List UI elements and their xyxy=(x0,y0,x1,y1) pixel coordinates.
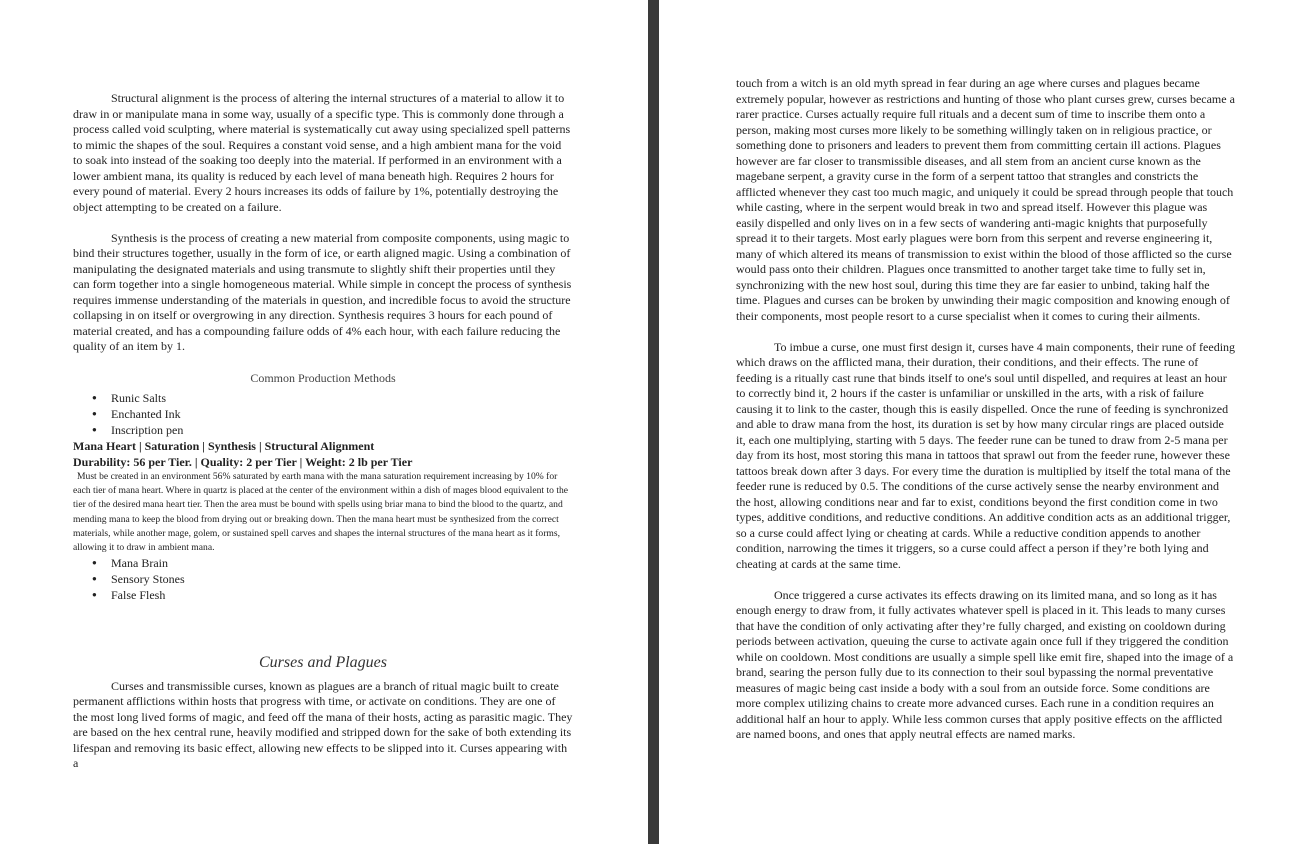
paragraph-curse-triggered: Once triggered a curse activates its effects drawing on its limited mana, and so long as it has enough energy to draw from, it fully activates whatever spell is placed in it. This leads to many curses that have the condition of only activating after they’re fully charged, and existing on cooldown during periods between activation, queuing the curse to activate again once full if they triggered the condition while on cooldown. Most conditions are usually a simple spell like emit fire, shaped into the image of a brand, searing the person fully due to its connection to their soul bypassing the normal preventative measures of magic being cast inside a body with a soul from an outside force. Some conditions are more complex utilizing chains to create more advanced curses. Each rune in a condition requires an additional half an hour to apply. While less common curses that apply positive effects on the afflicted are named boons, and ones that apply neutral effects are named marks. xyxy=(736,587,1234,741)
paragraph-structural-alignment: Structural alignment is the process of altering the internal structures of a material to allow it to draw in or manipulate mana in some way, usually of a specific type. This is commonly done through a process called void sculpting, where material is systematically cut away using specialized spell patterns to mimic the shapes of the soul. Requires a constant void sense, and a high ambient mana for the void to soak into instead of the soaking too deeply into the material. If performed in an environment with a lower ambient mana, its quality is reduced by each level of mana beneath high. Requires 2 hours for every pound of material. Every 2 hours increases its odds of failure by 1%, potentially destroying the object attempting to be created on a failure. xyxy=(73,91,571,214)
mana-heart-components-list xyxy=(73,555,573,603)
section-title-curses-and-plagues: Curses and Plagues xyxy=(259,654,387,672)
paragraph-curses-intro: Curses and transmissible curses, known as plagues are a branch of ritual magic built to create permanent afflictions within hosts that progress with time, or activate on conditions. They are one of the most long lived forms of magic, and feed off the mana of their hosts, acting as parasitic magic. They are based on the hex central rune, heavily modified and stripped down for the sake of both extending its lifespan and removing its basic effect, allowing new effects to be slipped into it. Curses appearing with a xyxy=(73,678,573,771)
right-page xyxy=(659,0,1311,844)
mana-heart-title: Mana Heart | Saturation | Synthesis | Structural Alignment xyxy=(73,439,375,453)
left-page xyxy=(0,0,648,844)
left-page-content xyxy=(73,91,573,772)
paragraph-imbue-curse: To imbue a curse, one must first design it, curses have 4 main components, their rune of feeding which draws on the afflicted mana, their duration, their conditions, and their effects. The rune of feeding is a ritually cast rune that binds itself to one's soul until dispelled, and requires at least an hour to correctly bind it, 2 hours if the caster is unfamiliar or unskilled in the arts, with a risk of failure causing it to link to the caster, though this is easily dispelled. Once the rune of feeding is synchronized and able to draw mana from the host, its duration is set by how many circular rings are placed outside it, each one multiplying, starting with 5 days. The feeder rune can be tuned to draw from 2-5 mana per day from its host, most storing this mana in tattoos that sprawl out from the feeder rune, however these tattoos break down after 3 days. For every time the duration is multiplied by itself the total mana of the feeder rune is reduced by 0.5. The conditions of the curse actively sense the nearby environment and the host, allowing conditions near and far to exist, conditions beyond the first condition come in two types, additive conditions, and reductive conditions. An additive condition acts as an additional trigger, so a curse could affect lying or cheating at cards. While a reductive condition appends to another condition, narrowing the times it triggers, so a curse could affect a person if they’re both lying and cheating at cards at the same time. xyxy=(736,339,1236,571)
page-gutter xyxy=(648,0,659,844)
right-page-content xyxy=(736,76,1236,743)
list-item: ● Inscription pen xyxy=(111,422,573,438)
paragraph-curses-continued: touch from a witch is an old myth spread in fear during an age where curses and plagues became extremely popular, however as restrictions and hunting of those who plant curses grew, curses became a rarer practice. Curses actually require full rituals and a decent sum of time to inscribe them onto a person, making most curses more likely to be something willingly taken on in religious practice, or something done to prisoners and leaders to prevent them from committing certain ill actions. Plagues however are far closer to transmissible diseases, and all stem from an ancient curse known as the magebane serpent, a gravity curse in the form of a serpent tattoo that strangles and constricts the afflicted whenever they cast too much magic, and uniquely it could be spread through people that touch while casting, where in the serpent would break in two and spread itself. However this plague was easily dispelled and only lives on in a few sects of wandering anti-magic knights that purposefully spread it to their targets. Most early plagues were born from this serpent and reverse engineering it, many of which altered its means of transmission to exist within the blood of those afflicted so the curse would pass onto their children. Plagues once transmitted to another target take time to fully set in, synchronizing with the new host soul, during this time they are far easier to unbind, taking half the time. Plagues and curses can be broken by unwinding their magic composition and knowing enough of their components, most people resort to a curse specialist when it comes to curing their ailments. xyxy=(736,76,1235,323)
common-production-methods-heading: Common Production Methods xyxy=(250,370,396,385)
paragraph-synthesis: Synthesis is the process of creating a new material from composite components, using magic to bind their structures together, usually in the form of ice, or earth aligned magic. Using a combination of manipulating the designated materials and using transmute to slightly shift their properties until they can form together into a single homogeneous material. While simple in concept the process of synthesis requires immense understanding of the materials in question, and incredible focus to avoid the structure collapsing in on itself or overgrowing in any direction. Synthesis requires 3 hours for each pound of material created, and has a compounding failure odds of 4% each hour, with each failure reducing the quality of an item by 1. xyxy=(73,230,572,353)
mana-heart-stats: Durability: 56 per Tier. | Quality: 2 per Tier | Weight: 2 lb per Tier xyxy=(73,455,413,469)
list-item: ● Mana Brain xyxy=(111,555,573,571)
list-item: ● Runic Salts xyxy=(111,390,573,406)
mana-heart-description: Must be created in an environment 56% saturated by earth mana with the mana saturation requirement increasing by 10% for each tier of mana heart. Where in quartz is placed at the center of the environment within a dish of mages blood equivalent to the tier of the desired mana heart tier. Then the area must be bound with spells using briar mana to bind the blood to the quartz, and mending mana to keep the blood from drying out or breaking down. Then the mana heart must be synthesized from the correct materials, while another mage, golem, or sustained spell carves and shapes the internal structures of the mana heart as it forms, allowing it to draw in ambient mana. xyxy=(73,471,569,554)
list-item: ● False Flesh xyxy=(111,587,573,603)
list-item: ● Sensory Stones xyxy=(111,571,573,587)
production-methods-list xyxy=(73,390,573,438)
list-item: ● Enchanted Ink xyxy=(111,406,573,422)
